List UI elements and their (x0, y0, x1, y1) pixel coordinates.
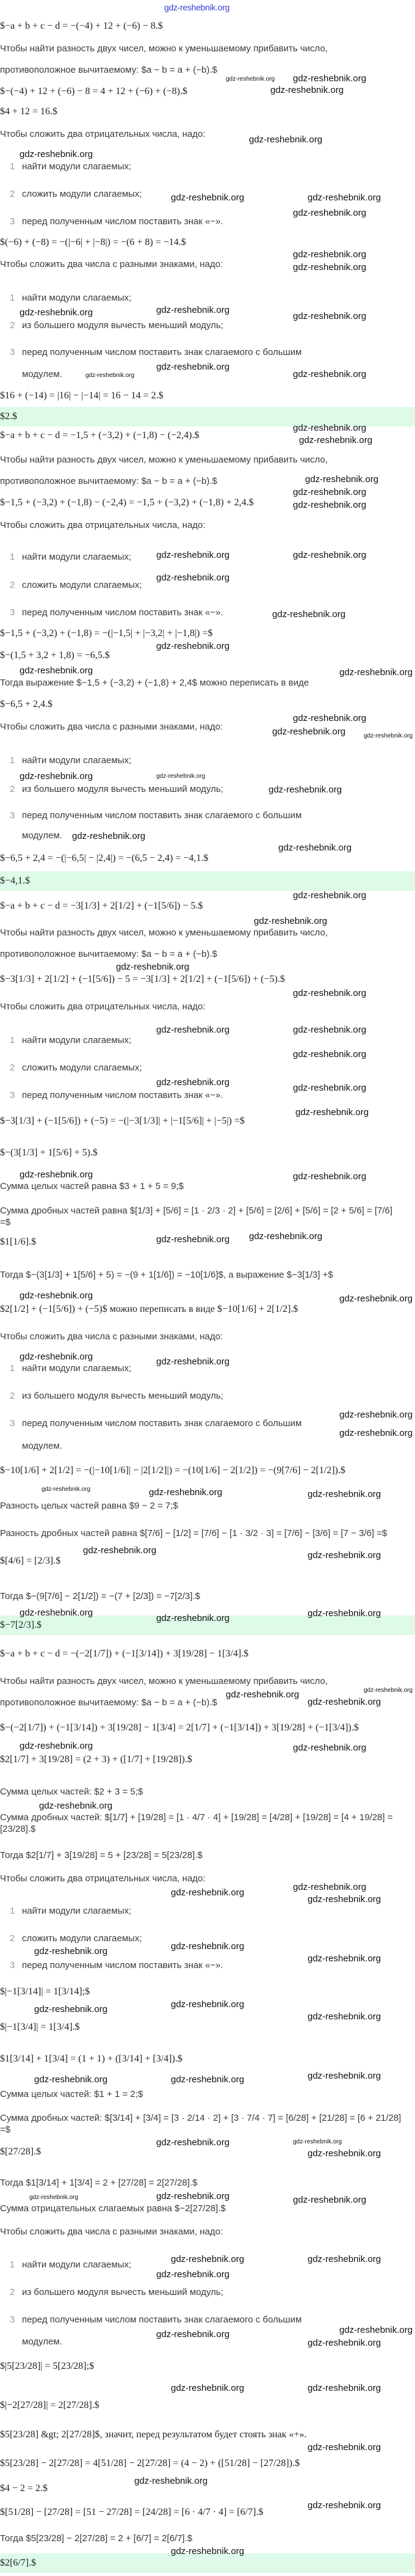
watermark: gdz-reshebnik.org (293, 423, 367, 433)
step-text: перед полученным числом поставить знак «−». (22, 1089, 223, 1100)
watermark: gdz-reshebnik.org (293, 1025, 367, 1035)
watermark: gdz-reshebnik.org (308, 2011, 381, 2022)
watermark: gdz-reshebnik.org (293, 890, 367, 901)
list-step-continuation: модулем. (22, 1440, 62, 1451)
step-text: из большего модуля вычесть меньший модуль; (22, 320, 223, 331)
watermark: gdz-reshebnik.org (249, 134, 323, 145)
watermark: gdz-reshebnik.org (293, 1049, 367, 1059)
equation-line: $2[1/7] + 3[19/28] = (2 + 3) + ([1/7] + [19/28]).$ (0, 1754, 192, 1765)
answer: $−7[2/3].$ (0, 1620, 42, 1630)
step-number: 3 (10, 2314, 15, 2325)
equation-line: Сумма дробных частей равна $[1/3] + [5/6] = [1 · 2/3 · 2] + [5/6] = [2/6] + [5/6] = [2 + 5/6] = [7/6] =$ (0, 1206, 393, 1228)
step-number: 1 (10, 1034, 15, 1045)
step-text: из большего модуля вычесть меньший модуль; (22, 783, 223, 794)
equation-line: $4 + 12 = 16.$ (0, 106, 58, 117)
rule-text: Чтобы сложить два числа с разными знаками, надо: (0, 721, 223, 732)
watermark: gdz-reshebnik.org (156, 573, 230, 583)
watermark: gdz-reshebnik.org (34, 1946, 108, 1956)
watermark: gdz-reshebnik.org (305, 474, 379, 485)
step-number: 1 (10, 551, 15, 562)
list-step (10, 216, 223, 228)
watermark: gdz-reshebnik.org (308, 1953, 381, 1964)
watermark: gdz-reshebnik.org (171, 192, 245, 203)
watermark: gdz-reshebnik.org (254, 916, 328, 926)
step-text: найти модули слагаемых; (22, 755, 132, 766)
list-step-continuation: модулем. (22, 830, 62, 841)
watermark: gdz-reshebnik.org (293, 262, 367, 273)
answer-band (0, 871, 415, 891)
equation-line: $5[23/28] &gt; 2[27/28]$, значит, перед результатом будет стоять знак «+». (0, 2429, 307, 2440)
equation-line: $−1,5 + (−3,2) + (−1,8) = −(|−1,5| + |−3,2| + |−1,8|) =$ (0, 628, 213, 639)
watermark: gdz-reshebnik.org (308, 2148, 381, 2159)
watermark: gdz-reshebnik.org (156, 1613, 230, 1623)
watermark: gdz-reshebnik.org (339, 1428, 413, 1438)
watermark: gdz-reshebnik.org (20, 307, 93, 318)
watermark: gdz-reshebnik.org (293, 1882, 367, 1892)
watermark: gdz-reshebnik.org (156, 1025, 230, 1035)
equation-line: $−3[1/3] + (−1[5/6]) + (−5) = −(|−3[1/3]| + |−1[5/6]| + |−5|) =$ (0, 1116, 245, 1126)
equation-line: Сумма дробных частей: $[1/7] + [19/28] = [1 · 4/7 · 4] + [19/28] = [4/28] + [19/28] = [4 + 19/28] = [23/28].$ (0, 1812, 393, 1834)
watermark: gdz-reshebnik.org (249, 1231, 323, 1242)
list-step (10, 1391, 223, 1402)
watermark: gdz-reshebnik.org (308, 1697, 381, 1707)
step-number: 3 (10, 1959, 15, 1970)
step-number: 1 (10, 292, 15, 303)
equation-line: Сумма целых частей равна $3 + 1 + 5 = 9;$ (0, 1180, 184, 1191)
list-step (10, 580, 142, 591)
watermark: gdz-reshebnik.org (34, 2074, 108, 2085)
equation-line: $1[1/6].$ (0, 1237, 37, 1247)
watermark: gdz-reshebnik.org (339, 1410, 413, 1420)
watermark: gdz-reshebnik.org (272, 609, 346, 620)
equation-line: $5[23/28] − 2[27/28] = 4[51/28] − 2[27/28] = (4 − 2) + ([51/28] − [27/28]).$ (0, 2458, 300, 2468)
rule-text: Чтобы сложить два отрицательных числа, надо: (0, 128, 206, 139)
equation-line: $−(3[1/3] + 1[5/6] + 5).$ (0, 1147, 98, 1158)
watermark: gdz-reshebnik.org (85, 372, 135, 379)
step-number: 3 (10, 607, 15, 618)
list-step (10, 2287, 223, 2299)
watermark: gdz-reshebnik.org (34, 2004, 108, 2014)
list-step-continuation: модулем. (22, 368, 62, 379)
watermark: gdz-reshebnik.org (293, 1743, 367, 1753)
step-number: 2 (10, 783, 15, 794)
equation-line: $(−6) + (−8) = −(|−6| + |−8|) = −(6 + 8) = −14.$ (0, 237, 186, 247)
equation-line: Сумма целых частей: $2 + 3 = 5;$ (0, 1786, 143, 1797)
equation-line: $4 − 2 = 2.$ (0, 2483, 48, 2494)
watermark: gdz-reshebnik.org (308, 2254, 381, 2264)
rule-text: Чтобы сложить два отрицательных числа, надо: (0, 1873, 206, 1884)
step-text: сложить модули слагаемых; (22, 188, 142, 199)
list-step (10, 1090, 223, 1102)
watermark: gdz-reshebnik.org (308, 1550, 381, 1561)
watermark: gdz-reshebnik.org (272, 726, 346, 737)
equation-line: $−a + b + c − d = −3[1/3] + 2[1/2] + (−1[5/6]) − 5.$ (0, 901, 203, 911)
watermark: gdz-reshebnik.org (156, 2269, 230, 2280)
watermark: gdz-reshebnik.org (226, 76, 275, 82)
list-step (10, 2259, 131, 2271)
list-step (10, 1363, 131, 1375)
watermark[interactable]: gdz-reshebnik.org (164, 2, 229, 12)
rule-text: Чтобы найти разность двух чисел, можно к уменьшаемому прибавить число, (0, 1675, 328, 1686)
watermark: gdz-reshebnik.org (156, 1077, 230, 1088)
equation-line: Сумма целых частей: $1 + 1 = 2;$ (0, 2088, 143, 2099)
step-number: 1 (10, 2259, 15, 2270)
watermark: gdz-reshebnik.org (171, 1887, 245, 1898)
equation-line: $−(−2[1/7]) + (−1[3/14]) + 3[19/28] − 1[3/4] = 2[1/7] + (−1[3/14]) + 3[19/28] + (−1[3/4]).$ (0, 1722, 359, 1733)
step-number: 3 (10, 346, 15, 357)
equation-line: $2[1/2] + (−1[5/6]) + (−5)$ можно переписать в виде $−10[1/6] + 2[1/2].$ (0, 1304, 298, 1314)
rule-text: Чтобы найти разность двух чисел, можно к уменьшаемому прибавить число, (0, 454, 328, 465)
rule-text: противоположное вычитаемому: $a − b = a + (−b).$ (0, 475, 217, 486)
watermark: gdz-reshebnik.org (156, 550, 230, 560)
step-text: найти модули слагаемых; (22, 551, 132, 562)
watermark: gdz-reshebnik.org (42, 1486, 91, 1493)
rule-text: противоположное вычитаемому: $a − b = a + (−b).$ (0, 1697, 217, 1708)
rule-text: Чтобы сложить два отрицательных числа, надо: (0, 1001, 206, 1012)
list-step (10, 189, 142, 200)
step-number: 2 (10, 188, 15, 199)
equation-line: Тогда выражение $−1,5 + (−3,2) + (−1,8) + 2,4$ можно переписать в виде (0, 677, 309, 688)
step-text: перед полученным числом поставить знак слагаемого с большим (22, 346, 302, 357)
watermark: gdz-reshebnik.org (116, 962, 190, 972)
watermark: gdz-reshebnik.org (293, 73, 367, 84)
equation-line: $−(1,5 + 3,2 + 1,8) = −6,5.$ (0, 650, 110, 660)
watermark: gdz-reshebnik.org (364, 1687, 413, 1694)
step-text: найти модули слагаемых; (22, 292, 132, 303)
watermark: gdz-reshebnik.org (293, 208, 367, 218)
step-text: найти модули слагаемых; (22, 2259, 132, 2270)
equation-line: $−a + b + c − d = −1,5 + (−3,2) + (−1,8) − (−2,4).$ (0, 430, 200, 441)
watermark: gdz-reshebnik.org (226, 1689, 300, 1700)
watermark: gdz-reshebnik.org (171, 2254, 245, 2264)
list-step (10, 1035, 131, 1047)
equation-line: $|−2[27/28]| = 2[27/28].$ (0, 2400, 99, 2410)
step-number: 2 (10, 1933, 15, 1944)
step-number: 2 (10, 2286, 15, 2297)
equation-line: Тогда $−(9[7/6] − 2[1/2]) = −(7 + [2/3]) = −7[2/3].$ (0, 1590, 201, 1601)
list-step (10, 552, 131, 563)
watermark: gdz-reshebnik.org (156, 1234, 230, 1245)
rule-text: противоположное вычитаемому: $a − b = a + (−b).$ (0, 64, 217, 75)
watermark: gdz-reshebnik.org (299, 435, 373, 445)
step-text: сложить модули слагаемых; (22, 1933, 142, 1944)
watermark: gdz-reshebnik.org (293, 1171, 367, 1182)
watermark: gdz-reshebnik.org (156, 2329, 230, 2340)
list-step (10, 2314, 301, 2326)
watermark: gdz-reshebnik.org (308, 1894, 381, 1905)
watermark: gdz-reshebnik.org (171, 2074, 245, 2085)
watermark: gdz-reshebnik.org (339, 2325, 413, 2335)
equation-line: Сумма отрицательных слагаемых равна $−2[27/28].$ (0, 2203, 226, 2214)
list-step (10, 1418, 301, 1430)
step-text: перед полученным числом поставить знак слагаемого с большим (22, 1418, 302, 1429)
step-number: 3 (10, 810, 15, 821)
equation-line: $−a + b + c − d = −(−4) + 12 + (−6) − 8.$ (0, 21, 163, 31)
watermark: gdz-reshebnik.org (83, 1545, 157, 1556)
step-text: найти модули слагаемых; (22, 161, 132, 172)
watermark: gdz-reshebnik.org (171, 2546, 245, 2556)
watermark: gdz-reshebnik.org (171, 1999, 245, 2010)
watermark: gdz-reshebnik.org (308, 192, 381, 203)
watermark: gdz-reshebnik.org (364, 733, 413, 739)
list-step (10, 1933, 142, 1945)
step-number: 2 (10, 579, 15, 590)
equation-line: $−1,5 + (−3,2) + (−1,8) − (−2,4) = −1,5 + (−3,2) + (−1,8) + 2,4.$ (0, 497, 254, 508)
equation-line: $−6,5 + 2,4.$ (0, 699, 53, 709)
list-step (10, 607, 223, 619)
watermark: gdz-reshebnik.org (293, 311, 367, 321)
watermark: gdz-reshebnik.org (149, 1487, 223, 1498)
equation-line: $−6,5 + 2,4 = −(|−6,5| − |2,4|) = −(6,5 − 2,4) = −4,1.$ (0, 853, 209, 863)
rule-text: Чтобы найти разность двух чисел, можно к уменьшаемому прибавить число, (0, 43, 328, 54)
step-text: найти модули слагаемых; (22, 1905, 132, 1916)
watermark: gdz-reshebnik.org (20, 1608, 93, 1618)
list-step (10, 293, 131, 304)
list-step (10, 1960, 223, 1972)
watermark: gdz-reshebnik.org (308, 2442, 381, 2453)
watermark: gdz-reshebnik.org (20, 665, 93, 676)
watermark: gdz-reshebnik.org (295, 1107, 369, 1118)
watermark: gdz-reshebnik.org (20, 1290, 93, 1301)
watermark: gdz-reshebnik.org (156, 1356, 230, 1367)
step-text: перед полученным числом поставить знак «−». (22, 607, 223, 618)
equation-line: $[27/28].$ (0, 2146, 42, 2157)
watermark: gdz-reshebnik.org (20, 149, 93, 159)
equation-line: $[51/28] − [27/28] = [51 − 27/28] = [24/28] = [6 · 4/7 · 4] = [6/7].$ (0, 2507, 264, 2517)
rule-text: Чтобы сложить два отрицательных числа, надо: (0, 519, 206, 530)
watermark: gdz-reshebnik.org (156, 2191, 230, 2201)
equation-line: $|5[23/28]| = 5[23/28];$ (0, 2361, 95, 2371)
step-text: перед полученным числом поставить знак слагаемого с большим (22, 2314, 302, 2325)
step-number: 1 (10, 161, 15, 172)
watermark: gdz-reshebnik.org (156, 641, 230, 651)
list-step-continuation: модулем. (22, 2336, 62, 2347)
list-step (10, 810, 301, 822)
watermark: gdz-reshebnik.org (156, 2137, 230, 2148)
equation-line: Разность дробных частей равна $[7/6] − [1/2] = [7/6] − [1 · 3/2 · 3] = [7/6] − [3/6] = [7 − 3/6] =$ (0, 1528, 388, 1539)
step-text: сложить модули слагаемых; (22, 579, 142, 590)
step-text: перед полученным числом поставить знак «−». (22, 216, 223, 227)
equation-line: $−10[1/6] + 2[1/2] = −(|−10[1/6]| − |2[1/2]|) = −(10[1/6] − 2[1/2]) = −(9[7/6] − 2[1/2]).$ (0, 1465, 345, 1476)
watermark: gdz-reshebnik.org (20, 1169, 93, 1180)
equation-line: $[4/6] = [2/3].$ (0, 1556, 61, 1566)
equation-line: $1[3/14] + 1[3/4] = (1 + 1) + ([3/14] + [3/4]).$ (0, 2054, 182, 2064)
watermark: gdz-reshebnik.org (293, 550, 367, 560)
step-number: 3 (10, 216, 15, 227)
equation-line: $|−1[3/4]| = 1[3/4].$ (0, 2022, 80, 2032)
watermark: gdz-reshebnik.org (278, 843, 352, 853)
watermark: gdz-reshebnik.org (156, 305, 230, 315)
equation-line: $−(−4) + 12 + (−6) − 8 = 4 + 12 + (−6) + (−8).$ (0, 86, 187, 97)
rule-text: противоположное вычитаемому: $a − b = a + (−b).$ (0, 948, 217, 959)
rule-text: Чтобы сложить два числа с разными знаками, надо: (0, 2226, 223, 2237)
list-step (10, 755, 131, 767)
step-number: 1 (10, 1363, 15, 1374)
step-text: перед полученным числом поставить знак «−». (22, 1959, 223, 1970)
watermark: gdz-reshebnik.org (339, 667, 413, 678)
equation-line: $−a + b + c − d = −(−2[1/7]) + (−1[3/14]) + 3[19/28] − 1[3/4].$ (0, 1648, 249, 1659)
watermark: gdz-reshebnik.org (156, 773, 206, 780)
watermark: gdz-reshebnik.org (293, 988, 367, 998)
rule-text: Чтобы сложить два числа с разными знаками, надо: (0, 1331, 223, 1342)
step-text: перед полученным числом поставить знак слагаемого с большим (22, 810, 302, 821)
watermark: gdz-reshebnik.org (270, 85, 344, 95)
list-step (10, 347, 301, 359)
answer: $2[6/7].$ (0, 2558, 37, 2568)
step-text: из большего модуля вычесть меньший модуль; (22, 1390, 223, 1401)
watermark: gdz-reshebnik.org (339, 1293, 413, 1304)
step-number: 2 (10, 1062, 15, 1073)
equation-line: Сумма дробных частей: $[3/14] + [3/4] = [3 · 2/14 · 2] + [3 · 7/4 · 7] = [6/28] + [21/28] = [6 + 21/28] =$ (0, 2113, 402, 2135)
equation-line: $16 + (−14) = |16| − |−14| = 16 − 14 = 2.$ (0, 390, 164, 401)
list-step (10, 1906, 131, 1917)
watermark: gdz-reshebnik.org (293, 2139, 342, 2145)
equation-line: $−3[1/3] + 2[1/2] + (−1[5/6]) − 5 = −3[1/3] + 2[1/2] + (−1[5/6]) + (−5).$ (0, 974, 285, 984)
watermark: gdz-reshebnik.org (308, 2338, 381, 2348)
watermark: gdz-reshebnik.org (134, 2476, 208, 2486)
step-number: 1 (10, 1905, 15, 1916)
watermark: gdz-reshebnik.org (308, 1489, 381, 1499)
step-number: 2 (10, 320, 15, 331)
list-step (10, 784, 223, 796)
equation-line: Тогда $−(3[1/3] + 1[5/6] + 5) = −(9 + 1[1/6]) = −10[1/6]$, а выражение $−3[1/3] +$ (0, 1269, 333, 1280)
watermark: gdz-reshebnik.org (29, 2194, 79, 2201)
step-text: из большего модуля вычесть меньший модуль; (22, 2286, 223, 2297)
step-number: 3 (10, 1418, 15, 1429)
rule-text: Чтобы сложить два числа с разными знаками, надо: (0, 258, 223, 269)
watermark: gdz-reshebnik.org (293, 1083, 367, 1093)
watermark: gdz-reshebnik.org (20, 771, 93, 781)
answer: $−4,1.$ (0, 876, 31, 886)
answer: $2.$ (0, 411, 17, 422)
step-number: 3 (10, 1089, 15, 1100)
watermark: gdz-reshebnik.org (308, 2500, 381, 2511)
list-step (10, 161, 131, 173)
watermark: gdz-reshebnik.org (20, 1741, 93, 1751)
equation-line: $|−1[3/14]| = 1[3/14];$ (0, 1986, 90, 1997)
list-step (10, 320, 223, 332)
watermark: gdz-reshebnik.org (171, 1941, 245, 1952)
watermark: gdz-reshebnik.org (39, 1801, 113, 1811)
watermark: gdz-reshebnik.org (20, 1352, 93, 1362)
watermark: gdz-reshebnik.org (308, 2383, 381, 2393)
equation-line: Разность целых частей равна $9 − 2 = 7;$ (0, 1500, 178, 1511)
equation-line: Тогда $2[1/7] + 3[19/28] = 5 + [23/28] = 5[23/28].$ (0, 1850, 203, 1861)
equation-line: Тогда $1[3/14] + 1[3/4] = 2 + [27/28] = 2[27/28].$ (0, 2177, 198, 2188)
step-number: 2 (10, 1390, 15, 1401)
watermark: gdz-reshebnik.org (293, 500, 367, 510)
watermark: gdz-reshebnik.org (171, 2383, 245, 2393)
step-number: 1 (10, 755, 15, 766)
watermark: gdz-reshebnik.org (269, 785, 342, 795)
watermark: gdz-reshebnik.org (293, 487, 367, 497)
watermark: gdz-reshebnik.org (308, 1608, 381, 1619)
watermark: gdz-reshebnik.org (156, 362, 230, 372)
step-text: найти модули слагаемых; (22, 1363, 132, 1374)
equation-line: Тогда $5[23/28] − 2[27/28] = 2 + [6/7] = 2[6/7].$ (0, 2533, 193, 2544)
step-text: сложить модули слагаемых; (22, 1062, 142, 1073)
watermark: gdz-reshebnik.org (293, 249, 367, 260)
watermark: gdz-reshebnik.org (72, 831, 146, 841)
step-text: найти модули слагаемых; (22, 1034, 132, 1045)
watermark: gdz-reshebnik.org (293, 2195, 367, 2205)
rule-text: Чтобы найти разность двух чисел, можно к уменьшаемому прибавить число, (0, 927, 328, 938)
list-step (10, 1063, 142, 1074)
watermark: gdz-reshebnik.org (308, 2071, 381, 2081)
watermark: gdz-reshebnik.org (293, 713, 367, 723)
watermark: gdz-reshebnik.org (293, 369, 367, 379)
